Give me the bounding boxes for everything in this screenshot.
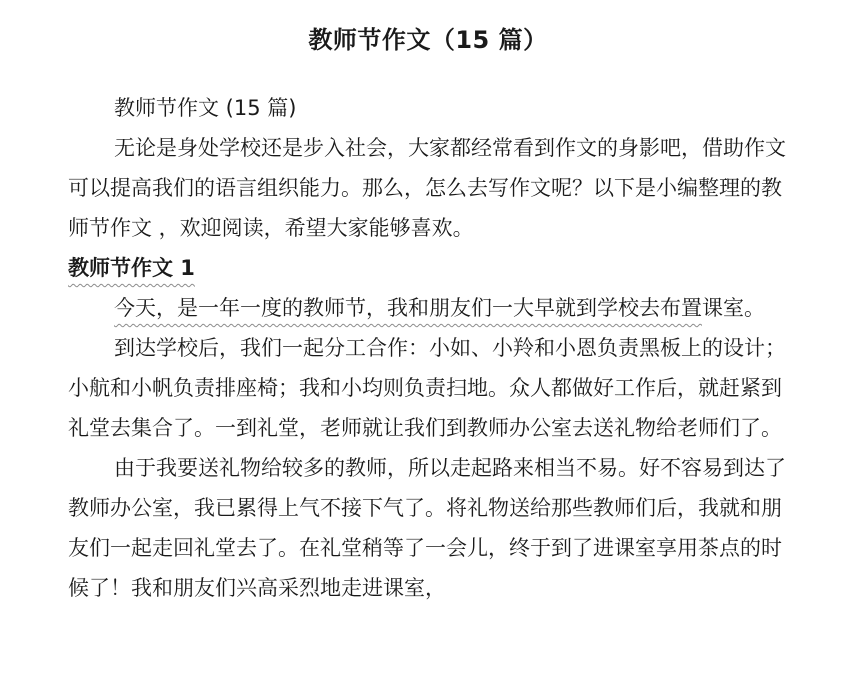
document-title: 教师节作文（15 篇） [308,26,548,54]
section-heading-text: 教师节作文 1 [68,256,195,280]
paragraph-1 [68,288,796,328]
paragraph-3: 由于我要送礼物给较多的教师，所以走起路来相当不易。好不容易到达了教师办公室，我已累得上气不接下气了。将礼物送给那些教师们后，我就和朋友们一起走回礼堂去了。在礼堂稍等了一会儿，终于到了进课室享用茶点的时候了！我和朋友们兴高采烈地走进课室， [68,456,786,600]
subtitle-line: 教师节作文 (15 篇) [114,96,297,120]
section-heading [68,248,796,288]
paragraph-1-rest: 课室。 [702,296,765,320]
document-body [68,88,796,608]
paragraph-1-first-line: 今天，是一年一度的教师节，我和朋友们一大早就到学校去布置 [114,296,702,320]
intro-paragraph: 无论是身处学校还是步入社会，大家都经常看到作文的身影吧，借助作文可以提高我们的语言组织能力。那么，怎么去写作文呢？以下是小编整理的教师节作文 ，欢迎阅读，希望大家能够喜欢。 [68,136,786,240]
paragraph-2: 到达学校后，我们一起分工合作：小如、小羚和小恩负责黑板上的设计；小航和小帆负责排座椅；我和小均则负责扫地。众人都做好工作后，就赶紧到礼堂去集合了。一到礼堂，老师就让我们到教师办公室去送礼物给老师们了。 [68,336,786,440]
